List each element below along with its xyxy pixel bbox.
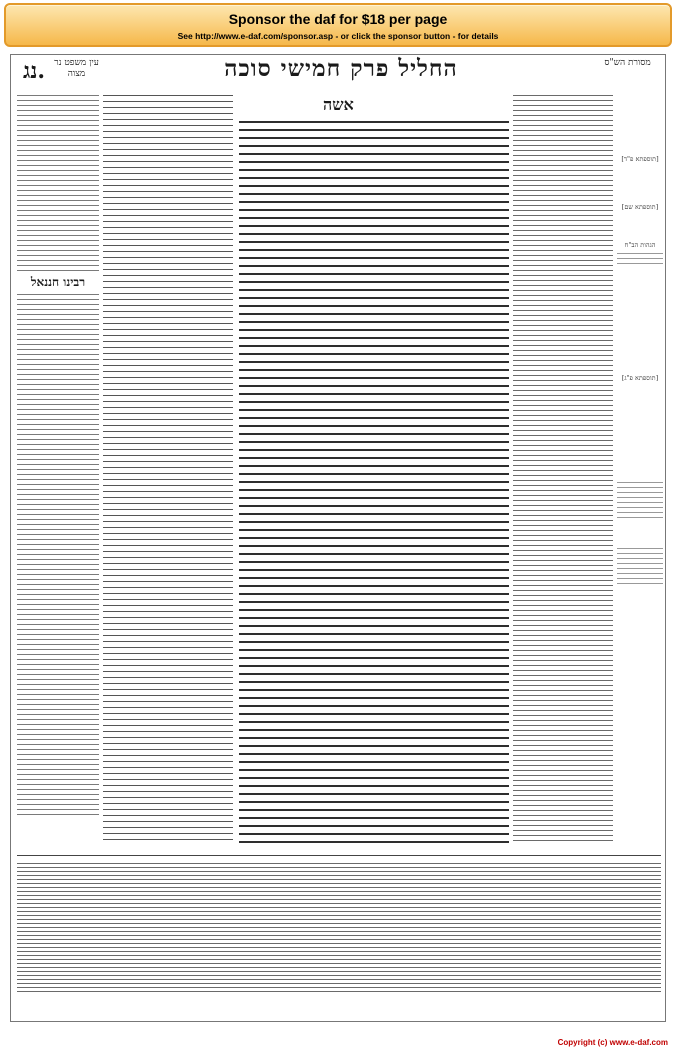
daf-number: נג. [23, 58, 46, 84]
copyright-text[interactable]: Copyright (c) www.e-daf.com [557, 1038, 668, 1047]
tosafot-column [103, 95, 233, 845]
rabbeinu-chananel-title: רבינו חננאל [30, 275, 86, 289]
talmud-page [10, 54, 666, 1022]
ein-mishpat-label: עין משפט נר מצוה [54, 58, 99, 79]
gemara-column [239, 95, 509, 845]
opening-word: אשה [323, 95, 354, 114]
rashi-column [513, 95, 613, 875]
sponsor-subtitle: See http://www.e-daf.com/sponsor.asp - or click the sponsor button - for details [177, 31, 499, 41]
bottom-commentary [17, 863, 661, 1003]
sponsor-title[interactable]: Sponsor the daf for $18 per page [228, 11, 448, 27]
margin-note: [תוספתא פ"ד] [621, 155, 659, 163]
footer-divider [17, 855, 661, 856]
mesoret-label: מסורת הש"ס [604, 58, 651, 68]
sponsor-banner[interactable] [4, 3, 672, 47]
margin-references [617, 95, 663, 875]
margin-note: [תוספתא שם] [621, 203, 659, 211]
page-header [11, 55, 665, 89]
rabbeinu-chananel-column [17, 95, 99, 815]
chapter-title: החליל פרק חמישי סוכה [224, 55, 458, 82]
margin-note: [תוספתא פ"ג] [621, 374, 659, 382]
margin-note: הגהות הב"ח [624, 241, 656, 249]
